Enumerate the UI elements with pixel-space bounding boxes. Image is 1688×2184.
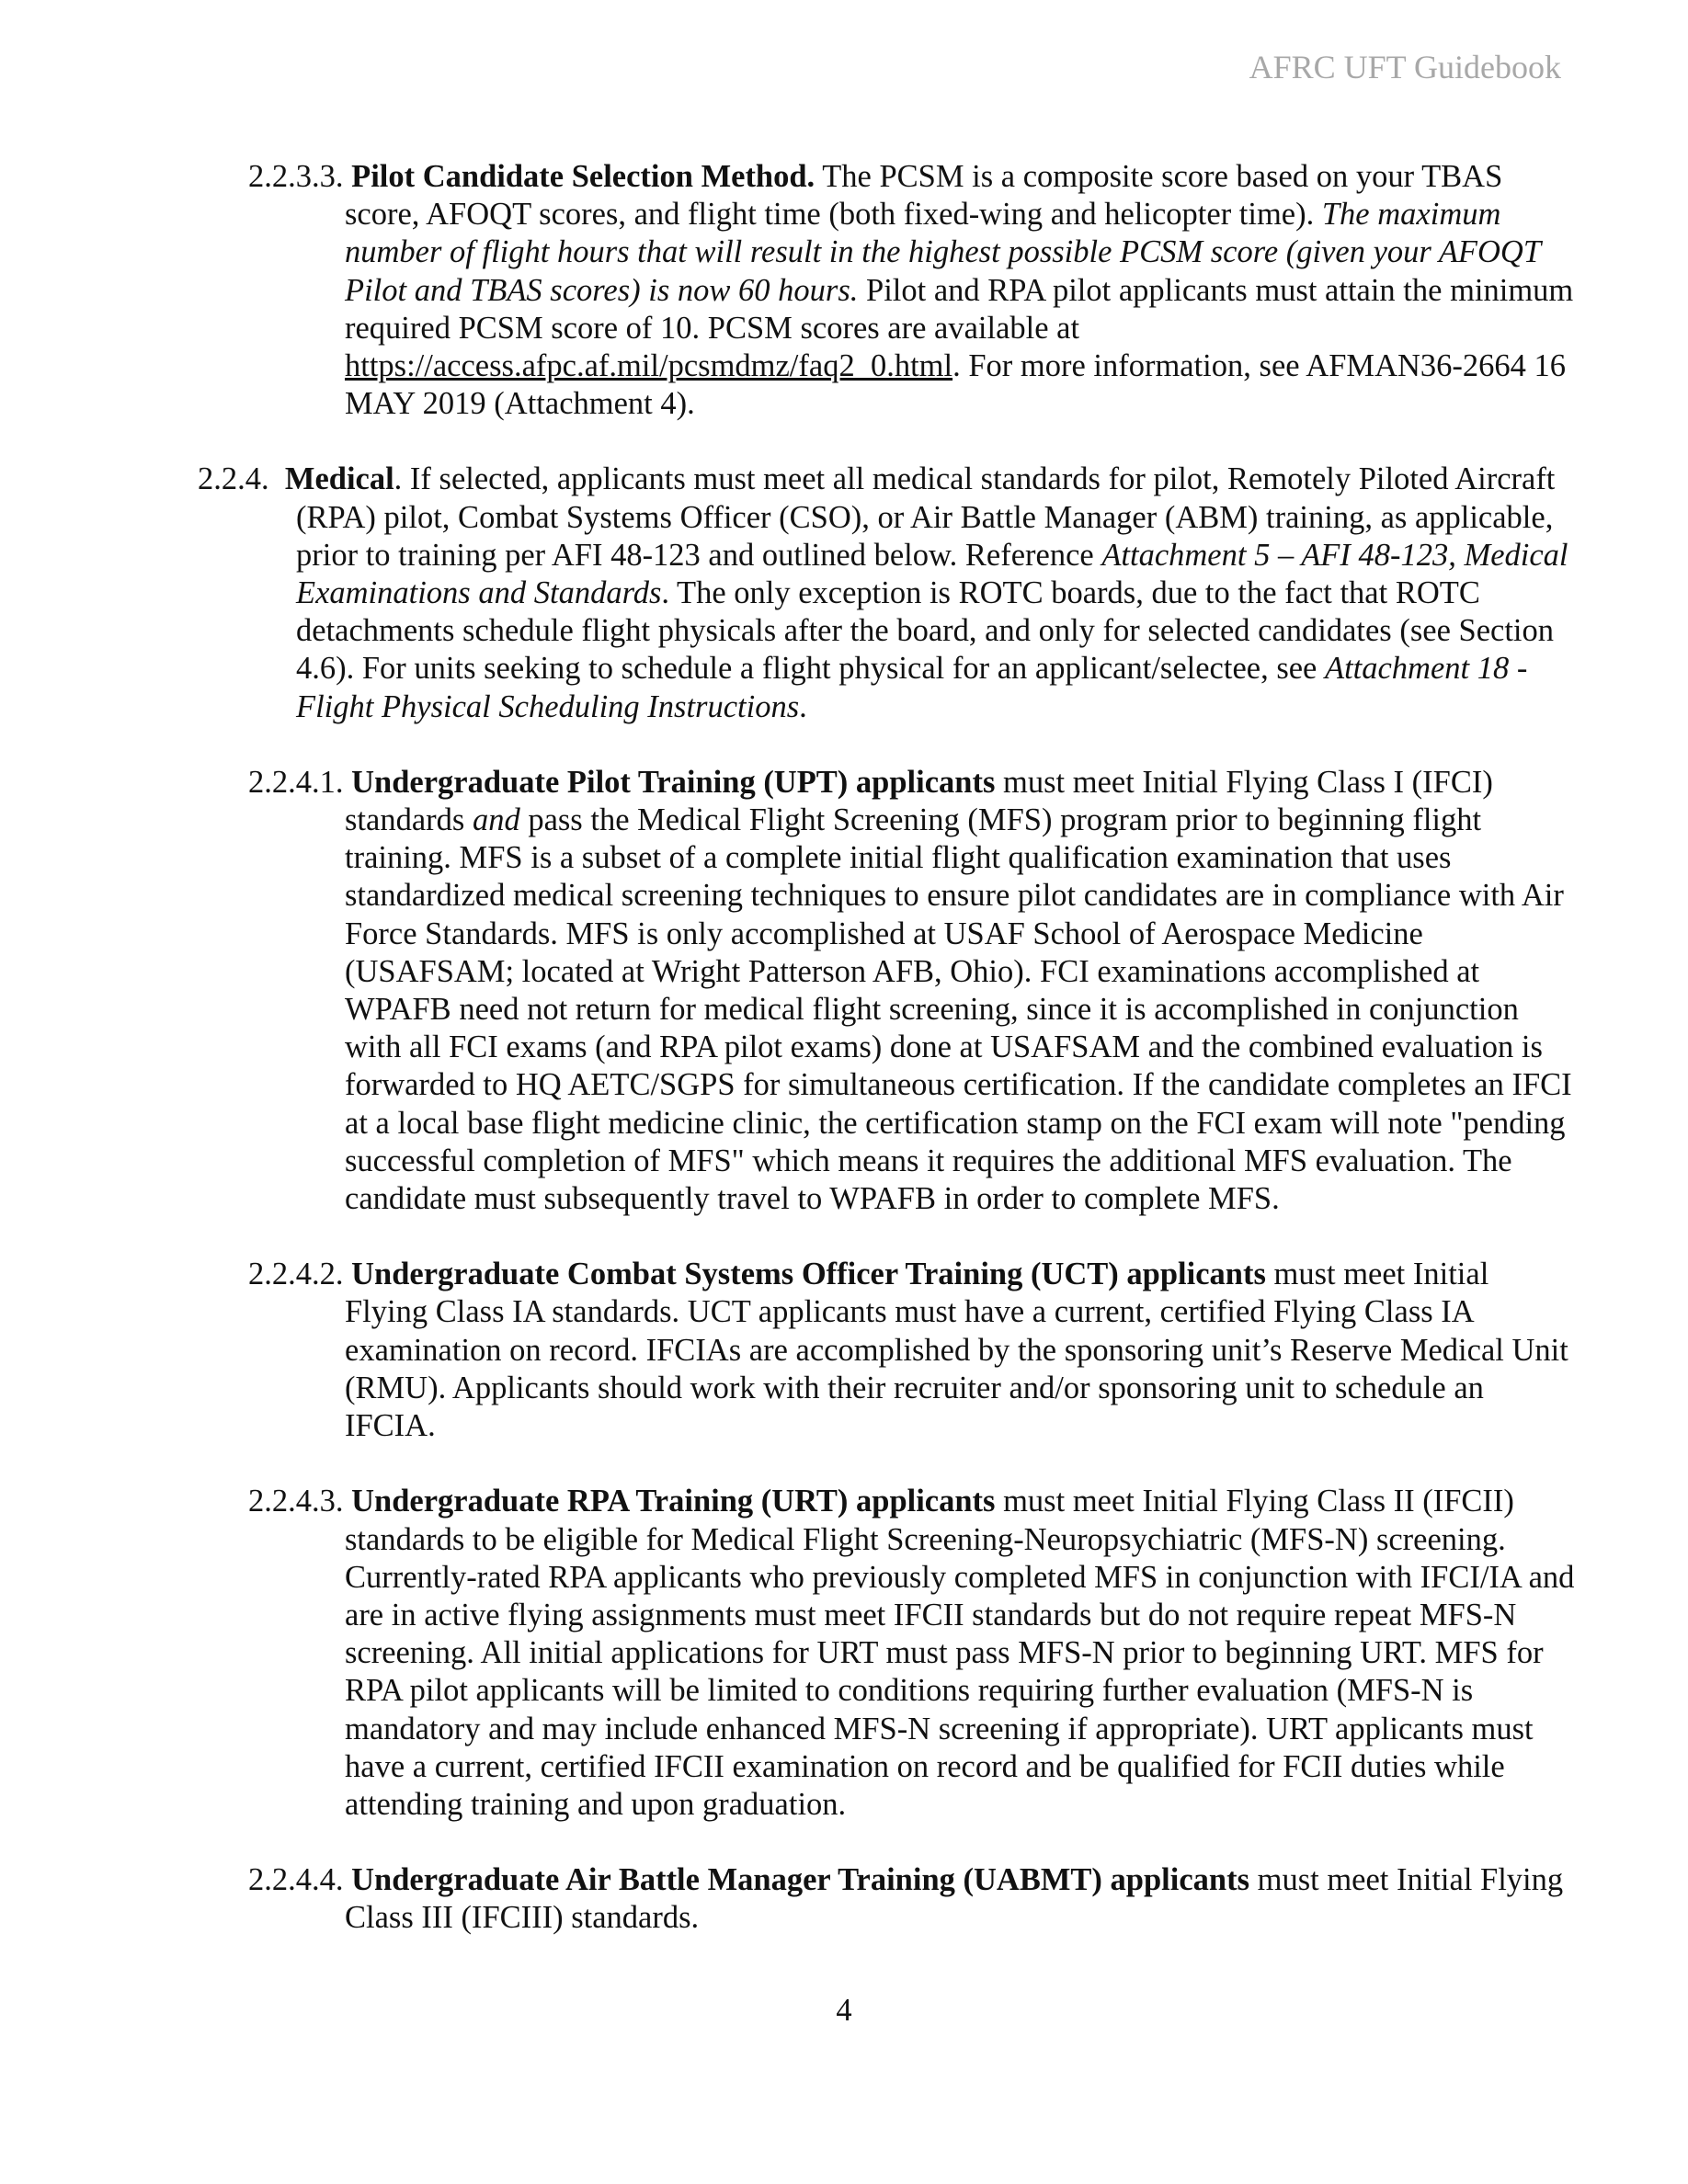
paragraph-text: . If selected, applicants must meet all medical standards for pilot, Remotely Piloted Aircraft (RPA) pilot, Combat Systems Officer (CSO), or Air Battle Manager (ABM) training, as applicable, prior to training per AFI 48-123 and outlined below. Reference <box>296 461 1556 573</box>
paragraph-text: must meet Initial Flying Class III (IFCIII) standards. <box>345 1862 1564 1936</box>
document-body <box>0 158 1688 1938</box>
paragraph-text: Pilot and RPA pilot applicants must attain the minimum required PCSM score of 10. PCSM scores are available at <box>345 272 1574 346</box>
paragraph-heading: Undergraduate Combat Systems Officer Training (UCT) applicants <box>351 1257 1266 1292</box>
paragraph-2-2-3-3 <box>0 158 1578 423</box>
pcsm-link[interactable]: https://access.afpc.af.mil/pcsmdmz/faq2_0.html <box>345 348 953 384</box>
paragraph-number: 2.2.4.3. <box>248 1484 344 1519</box>
paragraph-2-2-4-4 <box>0 1861 1578 1937</box>
paragraph-emphasis: The maximum number of flight hours that will result in the highest possible PCSM score (given your AFOQT Pilot and TBAS scores) is now 60 hours. <box>345 197 1541 308</box>
spacer <box>0 726 1688 764</box>
paragraph-text: . The only exception is ROTC boards, due to the fact that ROTC detachments schedule flight physicals after the board, and only for selected candidates (see Section 4.6). For units seeking to schedule a flight physical for an applicant/selectee, see <box>296 575 1555 687</box>
attachment-reference: Attachment 18 - Flight Physical Scheduling Instructions <box>296 651 1528 724</box>
paragraph-text: pass the Medical Flight Screening (MFS) program prior to beginning flight training. MFS is a subset of a complete initial flight qualification examination that uses standardized medical screening techniques to ensure pilot candidates are in compliance with Air Force Standards. MFS is only accomplished at USAF School of Aerospace Medicine (USAFSAM; located at Wright Patterson AFB, Ohio). FCI examinations accomplished at WPAFB need not return for medical flight screening, since it is accomplished in conjunction with all FCI exams (and RPA pilot exams) done at USAFSAM and the combined evaluation is forwarded to HQ AETC/SGPS for simultaneous certification. If the candidate completes an IFCI at a local base flight medicine clinic, the certification stamp on the FCI exam will note "pending successful completion of MFS" which means it requires the additional MFS evaluation. The candidate must subsequently travel to WPAFB in order to complete MFS. <box>345 802 1572 1217</box>
paragraph-heading: Pilot Candidate Selection Method. <box>351 159 815 194</box>
paragraph-number: 2.2.4.1. <box>248 764 344 800</box>
paragraph-2-2-4 <box>0 461 1578 725</box>
paragraph-number: 2.2.4.4. <box>248 1862 344 1898</box>
paragraph-text: . For more information, see AFMAN36-2664 16 MAY 2019 (Attachment 4). <box>345 348 1567 422</box>
spacer <box>0 1445 1688 1483</box>
paragraph-heading: Undergraduate RPA Training (URT) applicants <box>351 1484 996 1519</box>
paragraph-text: must meet Initial Flying Class I (IFCI) standards <box>345 764 1493 838</box>
paragraph-heading: Undergraduate Pilot Training (UPT) applicants <box>351 764 996 800</box>
running-header: AFRC UFT Guidebook <box>1249 49 1561 85</box>
paragraph-2-2-4-1 <box>0 764 1578 1218</box>
spacer <box>0 1824 1688 1861</box>
attachment-reference: Attachment 5 – AFI 48-123, Medical Examinations and Standards <box>296 537 1568 611</box>
spacer <box>0 423 1688 461</box>
paragraph-text: . <box>799 688 807 724</box>
paragraph-number: 2.2.3.3. <box>248 159 344 194</box>
paragraph-2-2-4-3 <box>0 1483 1578 1824</box>
page-number: 4 <box>836 1993 852 2028</box>
paragraph-heading: Medical <box>284 461 394 497</box>
paragraph-heading: Undergraduate Air Battle Manager Training (UABMT) applicants <box>351 1862 1249 1898</box>
paragraph-2-2-4-2 <box>0 1256 1578 1445</box>
paragraph-emphasis: and <box>472 802 520 838</box>
spacer <box>0 1218 1688 1256</box>
paragraph-text: must meet Initial Flying Class II (IFCII) standards to be eligible for Medical Flight Screening-Neuropsychiatric (MFS-N) screening. Currently-rated RPA applicants who previously completed MFS in conjunction with IFCI/IA and are in active flying assignments must meet IFCII standards but do not require repeat MFS-N screening. All initial applications for URT must pass MFS-N prior to beginning URT. MFS for RPA pilot applicants will be limited to conditions requiring further evaluation (MFS-N is mandatory and may include enhanced MFS-N screening if appropriate). URT applicants must have a current, certified IFCII examination on record and be qualified for FCII duties while attending training and upon graduation. <box>345 1484 1575 1822</box>
paragraph-text: must meet Initial Flying Class IA standards. UCT applicants must have a current, certified Flying Class IA examination on record. IFCIAs are accomplished by the sponsoring unit’s Reserve Medical Unit (RMU). Applicants should work with their recruiter and/or sponsoring unit to schedule an IFCIA. <box>345 1257 1568 1444</box>
paragraph-number: 2.2.4.2. <box>248 1257 344 1292</box>
paragraph-text: The PCSM is a composite score based on your TBAS score, AFOQT scores, and flight time (both fixed-wing and helicopter time). <box>345 159 1503 233</box>
paragraph-number: 2.2.4. <box>198 461 269 497</box>
